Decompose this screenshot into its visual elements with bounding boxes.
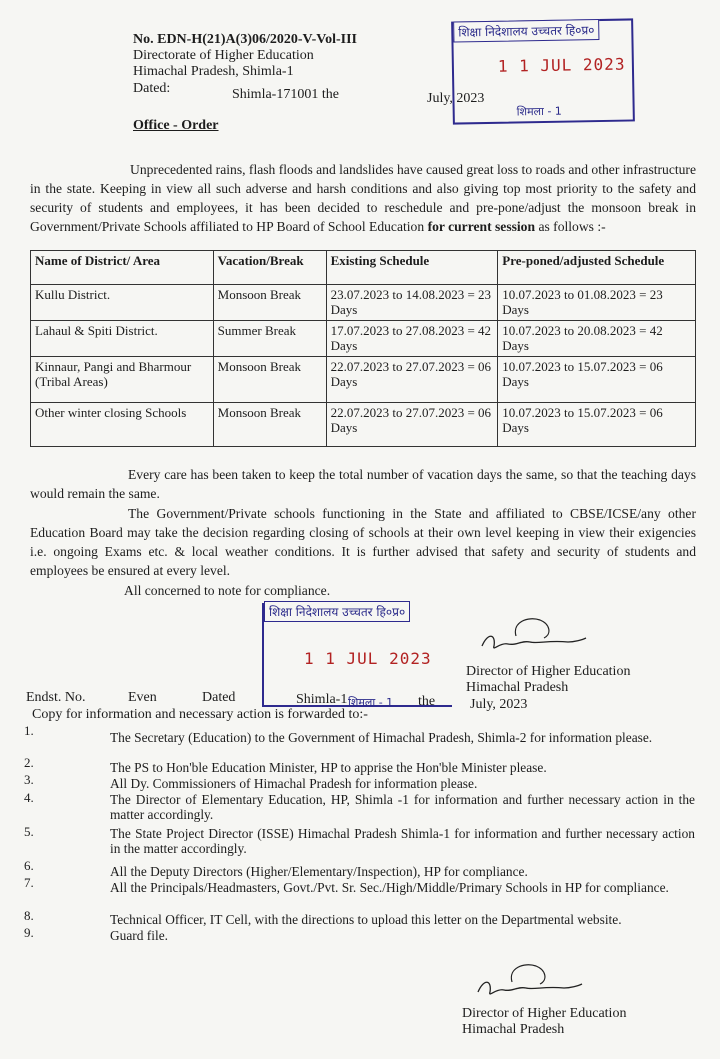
list-item-text: Technical Officer, IT Cell, with the directions to upload this letter on the Departmental website. — [110, 912, 622, 927]
table-header-cell: Vacation/Break — [213, 251, 326, 285]
list-item-number: 4. — [24, 790, 34, 805]
table-cell: 10.07.2023 to 20.08.2023 = 42 Days — [498, 321, 696, 357]
list-item-number: 9. — [24, 925, 34, 940]
table-cell: 10.07.2023 to 01.08.2023 = 23 Days — [498, 285, 696, 321]
table-header-row — [31, 251, 696, 285]
list-item-number: 6. — [24, 858, 34, 873]
table-cell: Kullu District. — [31, 285, 214, 321]
table-cell: Monsoon Break — [213, 403, 326, 447]
signatory-title-2: Director of Higher Education — [462, 1006, 627, 1021]
paragraph-compliance: All concerned to note for compliance. — [124, 583, 331, 598]
signature-image-2 — [474, 958, 584, 1006]
table-cell: 10.07.2023 to 15.07.2023 = 06 Days — [498, 357, 696, 403]
table-cell: 22.07.2023 to 27.07.2023 = 06 Days — [326, 357, 498, 403]
list-item-text: All the Deputy Directors (Higher/Elementary/Inspection), HP for compliance. — [110, 864, 528, 879]
endst-label: Endst. No. — [26, 690, 86, 705]
endst-the: the — [418, 694, 436, 709]
stamp-office-text: शिक्षा निदेशालय उच्चतर हि०प्र० — [453, 19, 600, 43]
table-row — [31, 403, 696, 447]
signatory-date-1: July, 2023 — [470, 697, 528, 712]
list-item-text: Guard file. — [110, 928, 169, 943]
list-item-number: 1. — [24, 723, 34, 738]
schedule-table — [30, 250, 696, 447]
paragraph-intro-end: as follows :- — [538, 219, 606, 234]
reference-number: No. EDN-H(21)A(3)06/2020-V-Vol-III — [133, 32, 357, 47]
table-cell: Summer Break — [213, 321, 326, 357]
list-item-number: 2. — [24, 755, 34, 770]
table-cell: Monsoon Break — [213, 285, 326, 321]
table-cell: 17.07.2023 to 27.08.2023 = 42 Days — [326, 321, 498, 357]
table-cell: 10.07.2023 to 15.07.2023 = 06 Days — [498, 403, 696, 447]
list-item-text: The PS to Hon'ble Education Minister, HP to apprise the Hon'ble Minister please. — [110, 760, 547, 775]
table-header-cell: Existing Schedule — [326, 251, 498, 285]
copy-forward-line: Copy for information and necessary action is forwarded to:- — [32, 707, 368, 722]
dated-label: Dated: — [133, 81, 171, 96]
table-row — [31, 357, 696, 403]
table-cell: Other winter closing Schools — [31, 403, 214, 447]
stamp-place: शिमला - 1 — [348, 696, 394, 709]
paragraph-intro-text: Unprecedented rains, flash floods and landslides have caused great loss to roads and other infrastructure in the state. Keeping in view all such adverse and harsh conditions and also giving top most priority to the safety and security of students and employees, it has been decided to reschedule and pre-pone/adjust the monsoon break in Government/Private Schools affiliated to HP Board of School Education — [30, 162, 696, 234]
list-item-text: The State Project Director (ISSE) Himachal Pradesh Shimla-1 for information and further necessary action in the matter accordingly. — [110, 826, 695, 856]
table-cell: Lahaul & Spiti District. — [31, 321, 214, 357]
list-item-text: The Director of Elementary Education, HP, Shimla -1 for information and further necessary action in the matter accordingly. — [110, 792, 695, 822]
signatory-title-1: Director of Higher Education — [466, 664, 631, 679]
paragraph-intro-bold: for current session — [427, 219, 536, 234]
list-item-text: All the Principals/Headmasters, Govt./Pvt. Sr. Sec./High/Middle/Primary Schools in HP for compliance. — [110, 880, 669, 895]
endst-even: Even — [128, 690, 157, 705]
table-header-cell: Name of District/ Area — [31, 251, 214, 285]
list-item-number: 5. — [24, 824, 34, 839]
paragraph-cbse-schools: The Government/Private schools functioning in the State and affiliated to CBSE/ICSE/any other Education Board may take the decision regarding closing of schools at their own level keeping in view their exigencies i.e. ongoing Exams etc. & local weather conditions. It is further advised that safety and security of students and employees be ensured at every level. — [30, 506, 696, 578]
order-title: Office - Order — [133, 118, 219, 133]
table-row — [31, 321, 696, 357]
stamp-office-text: शिक्षा निदेशालय उच्चतर हि०प्र० — [264, 601, 410, 622]
endst-shimla: Shimla-1 — [296, 692, 348, 707]
table-cell: 22.07.2023 to 27.07.2023 = 06 Days — [326, 403, 498, 447]
list-item-text: The Secretary (Education) to the Government of Himachal Pradesh, Shimla-2 for information please. — [110, 730, 653, 745]
table-row — [31, 285, 696, 321]
list-item-text: All Dy. Commissioners of Himachal Pradesh for information please. — [110, 776, 478, 791]
table-cell: Monsoon Break — [213, 357, 326, 403]
office-name: Directorate of Higher Education — [133, 48, 314, 63]
dated-month-year: July, 2023 — [427, 91, 485, 106]
dated-place: Shimla-171001 the — [232, 87, 339, 102]
stamp-date: 1 1 JUL 2023 — [304, 649, 432, 668]
table-cell: Kinnaur, Pangi and Bharmour (Tribal Areas) — [31, 357, 214, 403]
list-item-number: 7. — [24, 875, 34, 890]
signature-image-1 — [478, 612, 588, 662]
signatory-state-1: Himachal Pradesh — [466, 680, 569, 695]
office-stamp-bottom — [262, 603, 452, 707]
stamp-date: 1 1 JUL 2023 — [497, 54, 626, 76]
table-cell: 23.07.2023 to 14.08.2023 = 23 Days — [326, 285, 498, 321]
signatory-state-2: Himachal Pradesh — [462, 1022, 565, 1037]
stamp-place: शिमला - 1 — [516, 104, 562, 119]
office-stamp-top — [451, 18, 635, 124]
paragraph-intro — [30, 160, 696, 236]
endst-dated: Dated — [202, 690, 236, 705]
list-item-number: 3. — [24, 772, 34, 787]
office-place: Himachal Pradesh, Shimla-1 — [133, 64, 294, 79]
list-item-number: 8. — [24, 908, 34, 923]
paragraph-vacation-days: Every care has been taken to keep the total number of vacation days the same, so that the teaching days would remain the same. — [30, 467, 696, 501]
table-header-cell: Pre-poned/adjusted Schedule — [498, 251, 696, 285]
